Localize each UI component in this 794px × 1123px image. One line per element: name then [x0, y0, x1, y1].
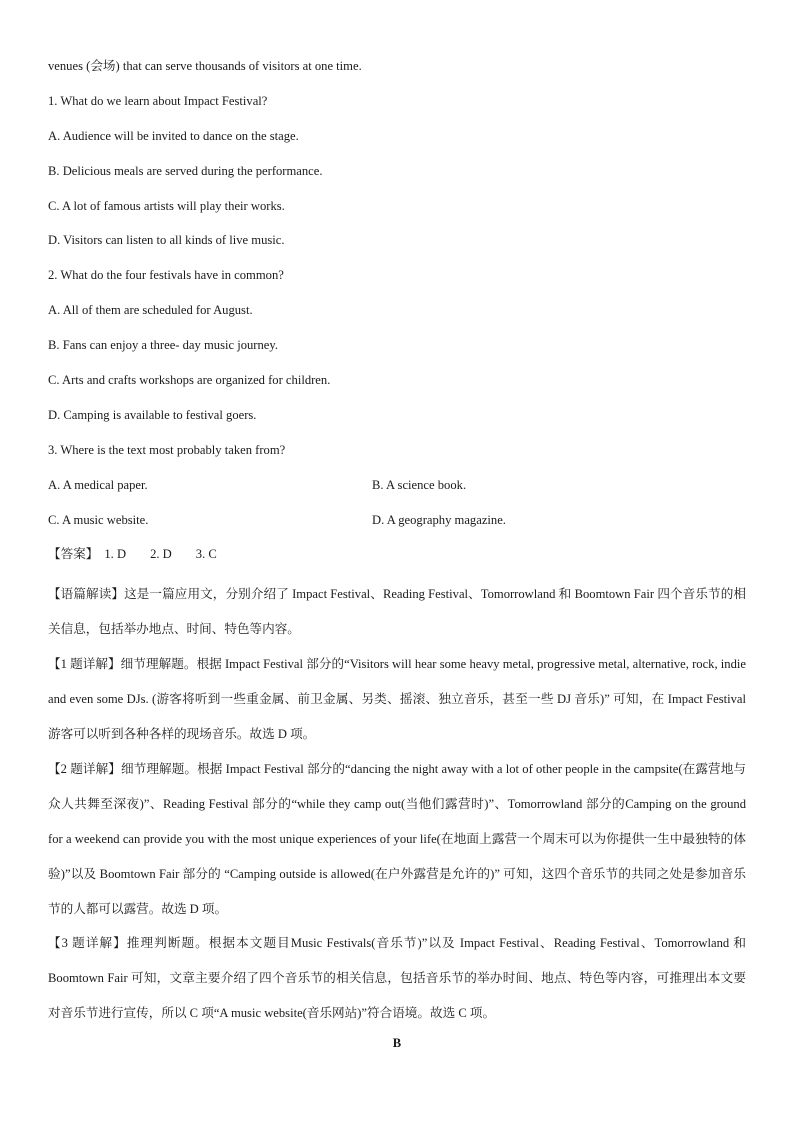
passage-tail: venues (会场) that can serve thousands of visitors at one time.	[48, 59, 362, 73]
question-1-option-b: B. Delicious meals are served during the performance.	[48, 163, 323, 178]
question-1-option-c: C. A lot of famous artists will play their works.	[48, 198, 285, 213]
answer-item: 2. D	[150, 547, 172, 562]
question-1-explanation: 【1 题详解】细节理解题。根据 Impact Festival 部分的“Visitors will hear some heavy metal, progressive metal, alternative, rock, indie and even some DJs. (游客将听到一些重金属、前卫金属、另类、摇滚、独立音乐，甚至一些 DJ 音乐)” 可知，在 Impact Festival 游客可以听到各种各样的现场音乐。故选 D 项。	[48, 657, 746, 741]
answer-item: 3. C	[195, 547, 217, 562]
passage-analysis: 【语篇解读】这是一篇应用文，分别介绍了 Impact Festival、Reading Festival、Tomorrowland 和 Boomtown Fair 四个音乐节的相关信息，包括举办地点、时间、特色等内容。	[48, 587, 746, 637]
answer-label: 【答案】	[48, 547, 99, 562]
question-2-option-c: C. Arts and crafts workshops are organized for children.	[48, 373, 331, 388]
question-3-explanation: 【3 题详解】推理判断题。根据本文题目Music Festivals(音乐节)”以及 Impact Festival、Reading Festival、Tomorrowland 和 Boomtown Fair 可知，文章主要介绍了四个音乐节的相关信息，包括音乐节的举办时间、地点、特色等内容，可推理出本文要对音乐节进行宣传，所以 C 项“A music website(音乐网站)”符合语境。故选 C 项。	[48, 936, 746, 1021]
question-3-option-a: A. A medical paper.	[48, 477, 148, 492]
section-label: B	[392, 1036, 402, 1051]
document-body	[48, 54, 746, 1066]
question-3-options-row-2	[48, 508, 746, 543]
question-3-option-d: D. A geography magazine.	[372, 512, 506, 527]
question-3-option-c: C. A music website.	[48, 512, 149, 527]
question-1-option-a: A. Audience will be invited to dance on the stage.	[48, 128, 299, 143]
answer-line	[48, 542, 746, 577]
question-3-options-row-1	[48, 473, 746, 508]
question-2-explanation: 【2 题详解】细节理解题。根据 Impact Festival 部分的“dancing the night away with a lot of other people in the campsite(在露营地与众人共舞至深夜)”、Reading Festival 部分的“while they camp out(当他们露营时)”、Tomorrowland 部分的Camping on the ground for a weekend can provide you with the most unique experiences of your life(在地面上露营一个周末可以为你提供一生中最独特的体验)”以及 Boomtown Fair 部分的 “Camping outside is allowed(在户外露营是允许的)” 可知，这四个音乐节的共同之处是参加音乐节的人都可以露营。故选 D 项。	[48, 761, 746, 916]
question-2-option-b: B. Fans can enjoy a three- day music journey.	[48, 338, 279, 353]
question-2-option-d: D. Camping is available to festival goers.	[48, 407, 257, 422]
question-2: 2. What do the four festivals have in common?	[48, 268, 284, 283]
question-3: 3. Where is the text most probably taken from?	[48, 442, 286, 457]
answer-item: 1. D	[104, 547, 127, 562]
question-2-option-a: A. All of them are scheduled for August.	[48, 303, 253, 318]
question-1: 1. What do we learn about Impact Festival?	[48, 93, 268, 108]
question-3-option-b: B. A science book.	[372, 477, 467, 492]
question-1-option-d: D. Visitors can listen to all kinds of live music.	[48, 233, 285, 248]
